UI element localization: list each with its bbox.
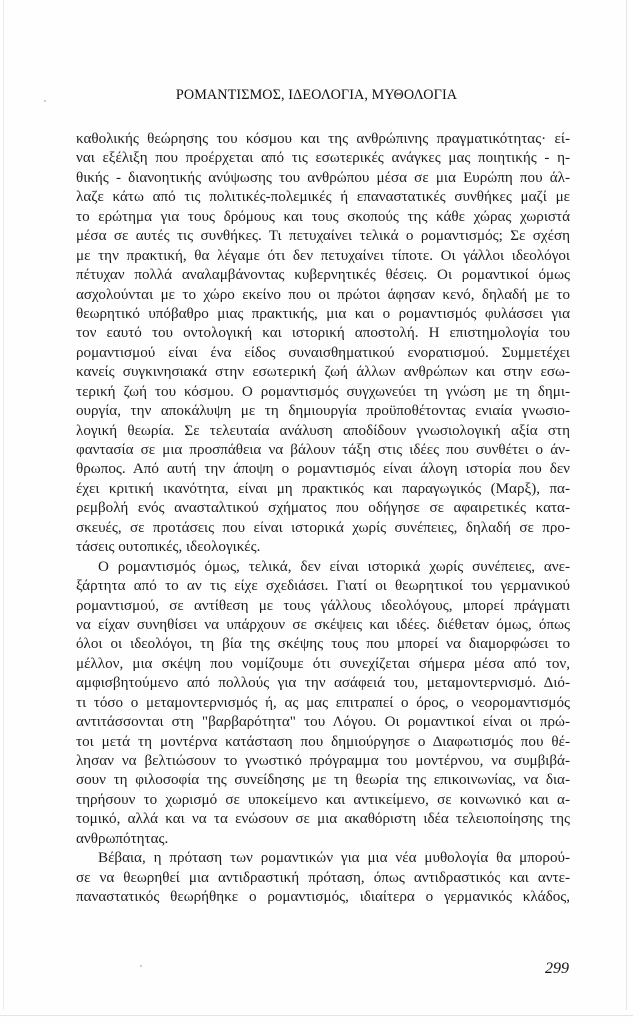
text-line: Ο ρομαντισμός όμως, τελικά, δεν είναι ιστορικά χωρίς συνέπειες, ανε- xyxy=(98,558,570,575)
text-line: σουν τη φιλοσοφία της συνείδησης με τη θεωρία της επικοινωνίας, να δια- xyxy=(76,772,570,789)
text-line: τι τόσο ο μεταμοντερνισμός ή, ας μας επιτραπεί ο όρος, ο νεορομαντισμός xyxy=(76,694,570,711)
text-line: ρομαντισμού είναι ένα είδος συναισθηματικού ενορατισμού. Συμμετέχει xyxy=(76,344,570,361)
page-number: 299 xyxy=(545,960,569,977)
text-line: ασχολούνται με το χώρο εκείνο που οι πρώτοι άφησαν κενό, δηλαδή με το xyxy=(76,286,570,303)
text-line: πέτυχαν πολλά αναλαμβάνοντας κυβερνητικές θέσεις. Οι ρομαντικοί όμως xyxy=(76,267,570,284)
text-line: τοι μετά τη μοντέρνα κατάσταση που δημιούργησε ο Διαφωτισμός που θέ- xyxy=(76,733,570,750)
text-line: θρωπος. Από αυτή την άποψη ο ρομαντισμός είναι άλογη ιστορία που δεν xyxy=(76,461,570,478)
text-line: θεωρητικό υπόβαθρο μιας πρακτικής, μια και ο ρομαντισμός φυλάσσει για xyxy=(76,305,570,322)
text-line: λαζε κάτω από τις πολιτικές-πολεμικές ή επαναστατικές συνθήκες μαζί με xyxy=(76,189,570,206)
text-line: αμφισβητούμενο από πολλούς για την ασάφειά του, μεταμοντερνισμό. Διό- xyxy=(76,675,570,692)
text-line: τερική ζωή του κόσμου. Ο ρομαντισμός συγχωνεύει τη γνώση με τη δημι- xyxy=(76,383,570,400)
text-line: έχει κριτική ικανότητα, είναι μη πρακτικός και παραγωγικός (Μαρξ), πα- xyxy=(76,480,570,497)
text-line: θικής - διανοητικής ανύψωσης του ανθρώπου μέσα σε μια Ευρώπη που άλ- xyxy=(76,169,570,186)
text-line: το ερώτημα για τους δρόμους και τους σκοπούς της κάθε χώρας χωριστά xyxy=(76,208,570,225)
text-line: ρομαντισμού, σε αντίθεση με τους γάλλους ιδεολόγους, μπορεί πράγματι xyxy=(76,597,570,614)
text-line: λογική θεωρία. Σε τελευταία ανάλυση αποδίδουν γνωσιολογική αξία στη xyxy=(76,422,570,439)
text-line: παναστατικός θεωρήθηκε ο ρομαντισμός, ιδιαίτερα ο γερμανικός κλάδος, xyxy=(76,889,570,906)
text-line: ανθρωπότητας. xyxy=(76,830,169,847)
text-line: κανείς συγκινησιακά στην εσωτερική ζωή άλλων ανθρώπων και στην εσω- xyxy=(76,364,570,381)
text-line: Βέβαια, η πρόταση των ρομαντικών για μια νέα μυθολογία θα μπορού- xyxy=(98,850,570,867)
running-head: ΡΟΜΑΝΤΙΣΜΟΣ, ΙΔΕΟΛΟΓΙΑ, ΜΥΘΟΛΟΓΙΑ xyxy=(175,87,458,103)
text-line: με την πρακτική, θα λέγαμε ότι δεν πετυχαίνει τίποτε. Οι γάλλοι ιδεολόγοι xyxy=(76,247,570,264)
text-line: φαντασία σε μια προσπάθεια να βάλουν τάξη στις ιδέες που συνθέτει ο άν- xyxy=(76,442,570,458)
text-line: ρεμβολή ενός ανασταλτικού σχήματος που οδήγησε σε αφαιρετικές κατα- xyxy=(76,500,570,517)
text-line: σκευές, σε προτάσεις που είναι ιστορικά χωρίς συνέπειες, δηλαδή σε προ- xyxy=(76,519,570,536)
text-line: λησαν να βελτιώσουν το γνωστικό πρόγραμμα του μοντέρνου, να συμβιβά- xyxy=(76,753,570,769)
text-line: καθολικής θεώρησης του κόσμου και της ανθρώπινης πραγματικότητας· εί- xyxy=(76,131,570,147)
text-line: ουργία, την αποκάλυψη με τη δημιουργία προϋποθέτοντας ενιαία γνωσιο- xyxy=(76,403,570,420)
text-line: τομικό, αλλά και να τα ενώσουν σε μια ακαθόριστη ιδέα τελειοποίησης της xyxy=(76,811,570,828)
page-edge-bottom xyxy=(0,1015,633,1016)
text-line: μέλλον, μια σκέψη που νομίζουμε ότι συνεχίζεται σήμερα μέσα από τον, xyxy=(76,655,570,672)
text-line: μέσα σε αυτές τις συνθήκες. Τι πετυχαίνει τελικά ο ρομαντισμός; Σε σχέση xyxy=(76,228,570,245)
text-line: να είχαν συνηθίσει να υπάρχουν σε σκέψεις και ιδέες. διέθεταν όμως, όπως xyxy=(76,616,570,633)
text-line: αντιτάσσονται στη "βαρβαρότητα" του Λόγου. Οι ρομαντικοί είναι οι πρώ- xyxy=(76,714,570,731)
text-line: ναι εξέλιξη που προέρχεται από τις εσωτερικές ανάγκες μας ποιητικής - η- xyxy=(76,150,570,167)
paragraph xyxy=(76,558,570,850)
text-line: τηρήσουν το χωρισμό σε υποκείμενο και αντικείμενο, σε κοινωνικό και α- xyxy=(76,791,570,808)
text-line: όλοι οι ιδεολόγοι, τη βία της σκέψης τους που μπορεί να διαμορφώσει το xyxy=(76,636,570,653)
text-line: σε να θεωρηθεί μια αντιδραστική πρόταση, όπως αντιδραστικός και αντε- xyxy=(76,869,570,886)
paragraph xyxy=(76,130,570,558)
paragraph xyxy=(76,849,570,907)
text-line: τον εαυτό του οντολογική και ιστορική αποστολή. Η επιστημολογία του xyxy=(76,325,570,342)
body-text xyxy=(76,130,570,908)
page-edge-right xyxy=(626,0,627,1010)
text-line: ξάρτητα από το αν τις είχε σχεδιάσει. Γιατί οι θεωρητικοί του γερμανικού xyxy=(76,578,570,595)
scan-speck xyxy=(140,965,142,967)
page-edge-left xyxy=(3,0,4,1010)
text-line: τάσεις ουτοπικές, ιδεολογικές. xyxy=(76,539,261,556)
